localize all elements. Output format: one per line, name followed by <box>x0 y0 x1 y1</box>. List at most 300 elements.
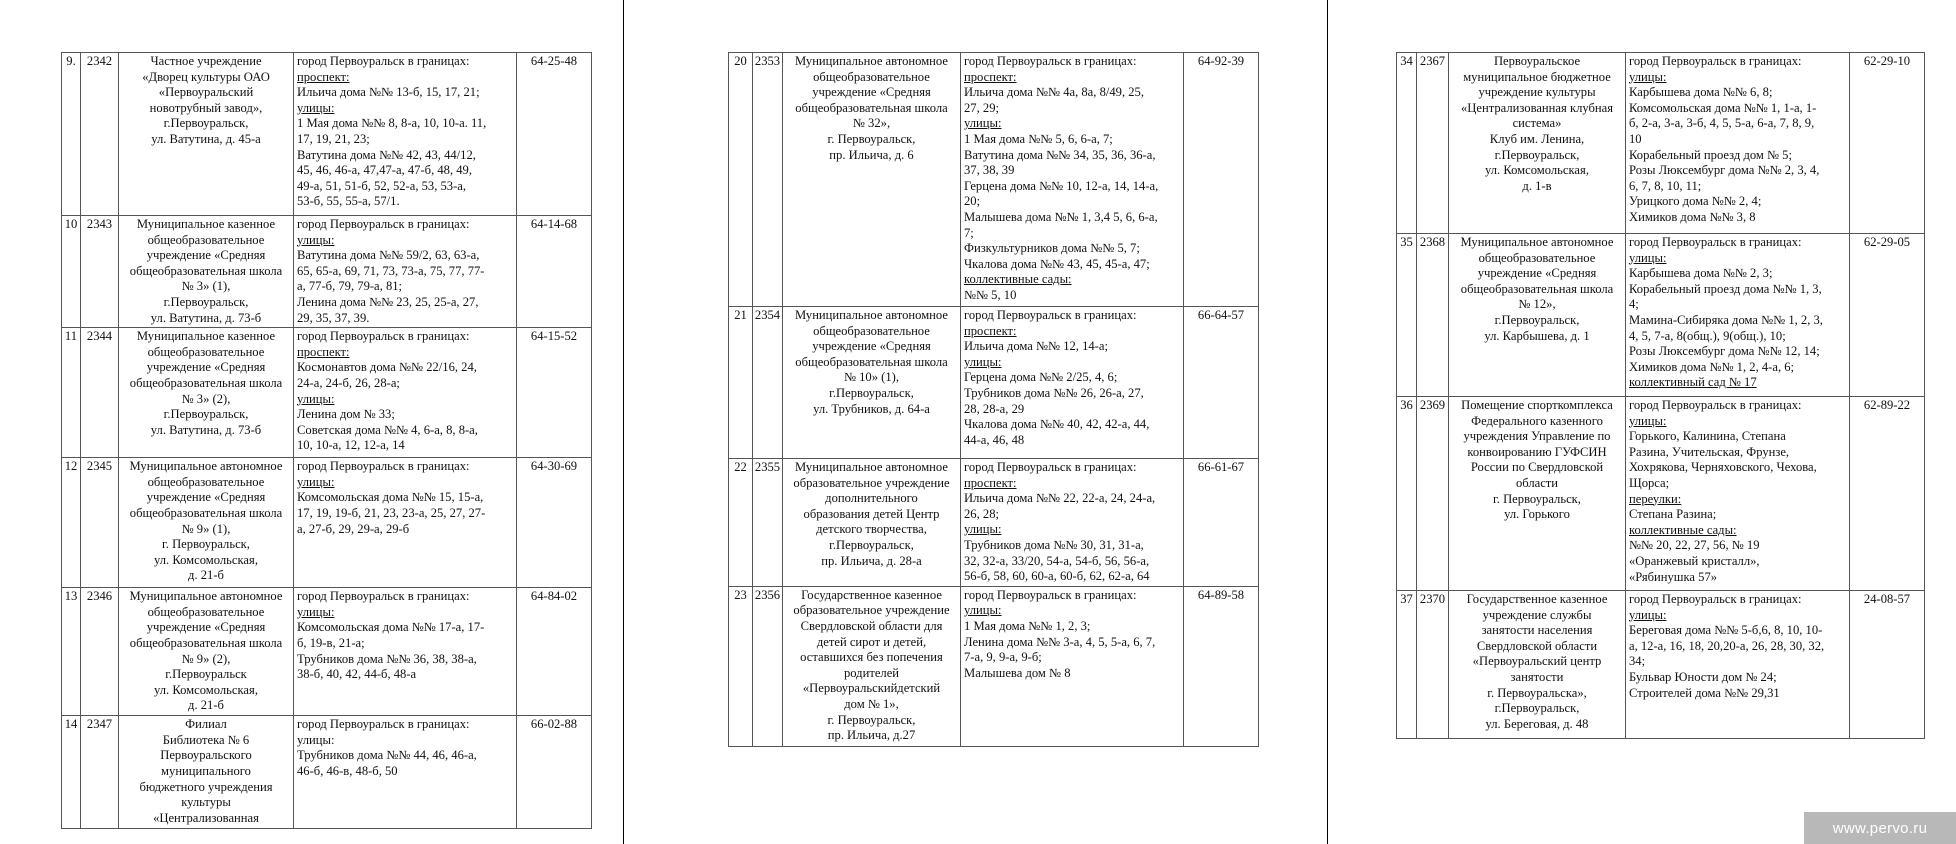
station-boundaries <box>1626 53 1850 234</box>
boundary-heading <box>964 522 1180 538</box>
boundary-heading <box>1629 251 1846 267</box>
name-line: общеобразовательное <box>813 69 930 84</box>
station-code: 2347 <box>81 716 119 829</box>
name-line: пр. Ильича, д.27 <box>827 728 916 743</box>
name-line: Муниципальное автономное <box>129 589 283 604</box>
row-number: 14 <box>62 716 81 829</box>
boundary-line: 1 Мая дома №№ 5, 6, 6-а, 7; <box>964 131 1113 146</box>
boundary-heading-text: улицы: <box>297 604 335 619</box>
name-line: общеобразовательная школа <box>129 375 283 390</box>
row-number: 22 <box>729 459 753 587</box>
station-phone: 64-14-68 <box>517 216 592 328</box>
name-line: Частное учреждение <box>150 54 262 68</box>
name-line: ул. Трубников, д. 64-а <box>813 401 930 416</box>
boundary-line: Трубников дома №№ 36, 38, 38-а, <box>297 651 477 666</box>
name-line: учреждение «Средняя <box>146 620 266 635</box>
name-line: г. Первоуральска», <box>1487 685 1587 700</box>
name-line: Муниципальное автономное <box>1460 235 1614 249</box>
name-line: учреждение «Средняя <box>812 85 931 100</box>
name-line: ул. Комсомольская, <box>154 682 258 697</box>
row-number: 21 <box>729 307 753 459</box>
boundary-line: Ильича дома №№ 13-б, 15, 17, 21; <box>297 85 480 100</box>
name-line: общеобразовательная школа <box>1460 281 1614 296</box>
station-name <box>783 459 961 587</box>
station-phone: 62-29-05 <box>1850 234 1925 397</box>
name-line: Библиотека № 6 <box>162 732 250 747</box>
station-boundaries <box>1626 591 1850 739</box>
boundary-line: Щорса; <box>1629 475 1670 490</box>
boundary-heading <box>964 476 1180 492</box>
station-code: 2345 <box>81 458 119 588</box>
boundary-line: а, 77-б, 79, 79-а, 81; <box>297 279 403 294</box>
boundary-heading-text: коллективный сад № 17 <box>1629 375 1757 390</box>
boundary-line: 53-б, 55, 55-а, 57/1. <box>297 194 400 209</box>
boundary-heading-text: улицы: <box>1629 69 1667 84</box>
name-line: Первоуральского <box>160 748 252 763</box>
boundary-line: Ильича дома №№ 4а, 8а, 8/49, 25, <box>964 85 1144 100</box>
page-3 <box>1396 52 1925 739</box>
boundary-line: Ленина дома №№ 23, 25, 25-а, 27, <box>297 294 479 309</box>
polling-stations-table <box>61 52 592 829</box>
name-line: г.Первоуральск, <box>829 537 914 552</box>
name-line: № 9» (2), <box>181 651 231 666</box>
station-name <box>119 458 294 588</box>
station-boundaries <box>294 588 517 716</box>
name-line: Муниципальное автономное <box>795 308 948 322</box>
row-number: 12 <box>62 458 81 588</box>
name-line: № 9» (1), <box>181 521 231 536</box>
station-boundaries <box>961 53 1184 307</box>
name-line: детского творчества, <box>816 522 927 537</box>
name-line: образовательное учреждение <box>793 475 950 490</box>
boundary-line: Ленина дом № 33; <box>297 407 395 422</box>
station-boundaries <box>961 307 1184 459</box>
table-row <box>1397 53 1925 234</box>
station-code: 2370 <box>1417 591 1449 739</box>
name-line: ул. Ватутина, д. 73-б <box>150 422 262 437</box>
name-line: учреждение службы <box>1482 607 1592 622</box>
name-line: Клуб им. Ленина, <box>1489 131 1585 146</box>
row-number: 10 <box>62 216 81 328</box>
name-line: ул. Ватутина, д. 73-б <box>150 310 262 325</box>
boundary-line: Герцена дома №№ 2/25, 4, 6; <box>964 370 1118 385</box>
boundary-line: город Первоуральск в границах: <box>1629 592 1802 606</box>
name-line: № 10» (1), <box>843 370 900 385</box>
boundary-line: город Первоуральск в границах: <box>297 329 470 344</box>
boundary-line: Комсомольская дома №№ 1, 1-а, 1- <box>1629 100 1817 115</box>
name-line: оставшихся без попечения <box>800 650 943 665</box>
station-phone: 64-84-02 <box>517 588 592 716</box>
boundary-line: «Рябинушка 57» <box>1629 569 1718 584</box>
name-line: детей сирот и детей, <box>816 634 927 649</box>
name-line: учреждение «Средняя <box>146 490 266 505</box>
boundary-line: 37, 38, 39 <box>964 163 1015 178</box>
boundary-line: Ватутина дома №№ 59/2, 63, 63-а, <box>297 248 480 263</box>
station-boundaries <box>294 53 517 216</box>
page-separator <box>623 0 624 844</box>
boundary-line: Малышева дома №№ 1, 3,4 5, 6, 6-а, <box>964 209 1158 224</box>
boundary-heading-text: проспект: <box>964 69 1017 84</box>
name-line: пр. Ильича, д. 28-а <box>821 553 922 568</box>
name-line: дополнительного <box>825 491 918 506</box>
name-line: Муниципальное казенное <box>136 217 276 231</box>
boundary-line: 46-б, 46-в, 48-б, 50 <box>297 763 398 778</box>
boundary-heading-text: коллективные сады: <box>964 272 1072 287</box>
boundary-heading-text: улицы: <box>964 603 1002 618</box>
boundary-line: 24-а, 24-б, 26, 28-а; <box>297 375 400 390</box>
boundary-line: 38-б, 40, 42, 44-б, 48-а <box>297 667 417 682</box>
boundary-line: Мамина-Сибиряка дома №№ 1, 2, 3, <box>1629 312 1823 327</box>
name-line: дом № 1», <box>844 696 899 711</box>
boundary-heading <box>964 116 1180 132</box>
boundary-line: город Первоуральск в границах: <box>297 459 470 474</box>
boundary-heading <box>297 392 513 408</box>
boundary-line: а, 27-б, 29, 29-а, 29-б <box>297 521 410 536</box>
name-line: ул. Карбышева, д. 1 <box>1484 328 1590 343</box>
name-line: общеобразовательная школа <box>795 100 948 115</box>
boundary-line: Корабельный проезд дом № 5; <box>1629 147 1792 162</box>
boundary-line: 27, 29; <box>964 100 999 115</box>
boundary-line: 29, 35, 37, 39. <box>297 310 370 325</box>
boundary-line: Малышева дом № 8 <box>964 665 1071 680</box>
boundary-heading <box>964 355 1180 371</box>
station-phone: 66-02-88 <box>517 716 592 829</box>
boundary-line: 7-а, 9, 9-а, 9-б; <box>964 650 1042 665</box>
name-line: образовательное учреждение <box>793 603 950 618</box>
boundary-line: Ильича дома №№ 12, 14-а; <box>964 339 1108 354</box>
boundary-heading <box>297 475 513 491</box>
boundary-line: 10 <box>1629 131 1642 146</box>
station-name <box>1449 591 1626 739</box>
boundary-heading-text: проспект: <box>297 344 350 359</box>
name-line: конвоированию ГУФСИН <box>1467 444 1607 459</box>
name-line: ул. Комсомольская, <box>1485 163 1589 178</box>
boundary-line: №№ 5, 10 <box>964 287 1017 302</box>
name-line: № 3» (1), <box>181 279 231 294</box>
name-line: Федерального казенного <box>1471 413 1603 428</box>
name-line: г.Первоуральск, <box>163 294 249 309</box>
station-name <box>1449 53 1626 234</box>
boundary-line: Комсомольская дома №№ 17-а, 17- <box>297 620 485 635</box>
station-name <box>119 328 294 458</box>
boundary-line: 4; <box>1629 297 1639 312</box>
site-watermark[interactable]: www.pervo.ru <box>1804 812 1956 844</box>
boundary-line: 20; <box>964 194 981 209</box>
boundary-heading-text: улицы: <box>964 522 1002 537</box>
name-line: ул. Комсомольская, <box>154 552 258 567</box>
name-line: № 3» (2), <box>181 391 231 406</box>
name-line: образования детей Центр <box>803 506 940 521</box>
boundary-line: Комсомольская дома №№ 15, 15-а, <box>297 490 484 505</box>
boundary-heading <box>1629 523 1846 539</box>
name-line: России по Свердловской <box>1470 460 1604 475</box>
table-row <box>62 458 592 588</box>
station-code: 2344 <box>81 328 119 458</box>
station-name <box>1449 234 1626 397</box>
boundary-line: 17, 19, 21, 23; <box>297 131 370 146</box>
station-boundaries <box>294 216 517 328</box>
name-line: Филиал <box>185 717 227 732</box>
boundary-line: 4, 5, 7-а, 8(общ.), 9(общ.), 10; <box>1629 328 1786 343</box>
boundary-heading-text: улицы: <box>964 116 1002 131</box>
row-number: 20 <box>729 53 753 307</box>
name-line: г.Первоуральск, <box>163 407 249 422</box>
boundary-line: Ватутина дома №№ 34, 35, 36, 36-а, <box>964 147 1156 162</box>
row-number: 23 <box>729 586 753 746</box>
boundary-line: город Первоуральск в границах: <box>964 308 1137 322</box>
name-line: Свердловской области для <box>800 618 943 633</box>
table-row <box>62 53 592 216</box>
boundary-line: №№ 20, 22, 27, 56, № 19 <box>1629 538 1760 553</box>
station-code: 2342 <box>81 53 119 216</box>
name-line: учреждение «Средняя <box>1477 266 1597 281</box>
name-line: Государственное казенное <box>801 587 942 602</box>
boundary-heading <box>1629 608 1846 624</box>
boundary-line: 56-б, 58, 60, 60-а, 60-б, 62, 62-а, 64 <box>964 569 1150 584</box>
row-number: 35 <box>1397 234 1417 397</box>
boundary-line: город Первоуральск в границах: <box>297 589 470 604</box>
boundary-heading-text: улицы: <box>1629 413 1667 428</box>
table-row <box>729 53 1259 307</box>
name-line: «Первоуральский центр <box>1472 654 1602 669</box>
name-line: общеобразовательное <box>147 232 265 247</box>
station-name <box>119 716 294 829</box>
boundary-line: город Первоуральск в границах: <box>297 217 470 231</box>
boundary-line: Ильича дома №№ 22, 22-а, 24, 24-а, <box>964 491 1156 506</box>
boundary-heading <box>964 603 1180 619</box>
name-line: «Первоуральский <box>158 85 254 100</box>
station-boundaries <box>1626 397 1850 591</box>
station-phone: 24-08-57 <box>1850 591 1925 739</box>
boundary-line: город Первоуральск в границах: <box>1629 398 1802 412</box>
station-code: 2368 <box>1417 234 1449 397</box>
name-line: учреждение «Средняя <box>146 248 266 263</box>
name-line: Государственное казенное <box>1466 592 1608 606</box>
boundary-heading-text: улицы: <box>964 354 1002 369</box>
boundary-heading-text: улицы: <box>1629 250 1667 265</box>
row-number: 37 <box>1397 591 1417 739</box>
boundary-line: а, 12-а, 16, 18, 20,20-а, 26, 28, 30, 32, <box>1629 638 1825 653</box>
name-line: «Централизованная <box>153 810 259 825</box>
name-line: № 32», <box>852 116 891 131</box>
boundary-line: Степана Разина; <box>1629 507 1717 522</box>
boundary-heading-text: улицы: <box>1629 607 1667 622</box>
station-boundaries <box>294 458 517 588</box>
name-line: Свердловской области <box>1476 638 1598 653</box>
name-line: Первоуральское <box>1493 54 1581 68</box>
station-name <box>783 586 961 746</box>
boundary-line: Горького, Калинина, Степана <box>1629 429 1786 444</box>
name-line: ул. Горького <box>1504 507 1570 522</box>
station-phone: 66-61-67 <box>1184 459 1259 587</box>
name-line: бюджетного учреждения <box>139 779 273 794</box>
boundary-heading <box>1629 375 1846 391</box>
boundary-line: Чкалова дома №№ 43, 45, 45-а, 47; <box>964 256 1150 271</box>
name-line: д. 21-б <box>188 568 224 583</box>
boundary-heading-text: улицы: <box>297 391 335 406</box>
name-line: «Дворец культуры ОАО <box>142 69 270 84</box>
boundary-line: 26, 28; <box>964 506 999 521</box>
boundary-line: Физкультурников дома №№ 5, 7; <box>964 241 1140 256</box>
table-row <box>62 588 592 716</box>
table-row <box>1397 397 1925 591</box>
boundary-line: Карбышева дома №№ 2, 3; <box>1629 266 1773 281</box>
name-line: д. 1-в <box>1522 178 1552 193</box>
name-line: общеобразовательная школа <box>129 263 283 278</box>
boundary-heading-text: коллективные сады: <box>1629 522 1737 537</box>
boundary-line: 49-а, 51, 51-б, 52, 52-а, 53, 53-а, <box>297 178 467 193</box>
boundary-line: 32, 32-а, 33/20, 54-а, 54-б, 56, 56-а, <box>964 553 1150 568</box>
station-phone: 64-89-58 <box>1184 586 1259 746</box>
station-name <box>1449 397 1626 591</box>
boundary-line: Береговая дома №№ 5-б,6, 8, 10, 10- <box>1629 623 1823 638</box>
boundary-heading <box>964 272 1180 288</box>
name-line: общеобразовательное <box>147 604 265 619</box>
page-separator <box>1327 0 1328 844</box>
table-row <box>62 328 592 458</box>
name-line: г.Первоуральск <box>165 667 247 682</box>
name-line: г.Первоуральск, <box>829 385 914 400</box>
boundary-line: 44-а, 46, 48 <box>964 432 1025 447</box>
name-line: г. Первоуральск, <box>827 131 916 146</box>
name-line: новотрубный завод», <box>149 100 263 115</box>
boundary-heading-text: проспект: <box>964 475 1017 490</box>
polling-stations-table <box>728 52 1259 747</box>
boundary-line: город Первоуральск в границах: <box>297 54 470 68</box>
boundary-heading-text: переулки: <box>1629 491 1682 506</box>
boundary-line: 34; <box>1629 654 1646 669</box>
boundary-line: Урицкого дома №№ 2, 4; <box>1629 194 1762 209</box>
name-line: д. 21-б <box>188 698 224 713</box>
name-line: г.Первоуральск, <box>1494 701 1580 716</box>
boundary-heading <box>1629 70 1846 86</box>
station-code: 2343 <box>81 216 119 328</box>
name-line: г. Первоуральск, <box>1493 491 1581 506</box>
boundary-line: Карбышева дома №№ 6, 8; <box>1629 85 1773 100</box>
station-phone: 64-30-69 <box>517 458 592 588</box>
station-name <box>119 588 294 716</box>
station-phone: 64-25-48 <box>517 53 592 216</box>
name-line: Муниципальное казенное <box>136 329 276 344</box>
boundary-line: Хохрякова, Черняховского, Чехова, <box>1629 460 1817 475</box>
boundary-line: «Оранжевый кристалл», <box>1629 553 1760 568</box>
name-line: родителей <box>843 665 900 680</box>
name-line: области <box>1515 475 1559 490</box>
station-phone: 62-89-22 <box>1850 397 1925 591</box>
boundary-line: Розы Люксембург дома №№ 2, 3, 4, <box>1629 163 1820 178</box>
name-line: учреждение «Средняя <box>146 360 266 375</box>
name-line: ул. Ватутина, д. 45-а <box>151 131 261 146</box>
boundary-line: 28, 28-а, 29 <box>964 401 1025 416</box>
name-line: г.Первоуральск, <box>1494 147 1580 162</box>
boundary-line: Трубников дома №№ 30, 31, 31-а, <box>964 537 1144 552</box>
station-boundaries <box>961 586 1184 746</box>
name-line: № 12», <box>1518 297 1556 312</box>
boundary-line: Трубников дома №№ 26, 26-а, 27, <box>964 385 1144 400</box>
name-line: общеобразовательное <box>147 344 265 359</box>
name-line: г. Первоуральск, <box>162 537 250 552</box>
boundary-heading <box>1629 414 1846 430</box>
station-boundaries <box>1626 234 1850 397</box>
boundary-line: город Первоуральск в границах: <box>964 587 1137 602</box>
polling-stations-table <box>1396 52 1925 739</box>
boundary-line: Космонавтов дома №№ 22/16, 24, <box>297 360 477 375</box>
boundary-line: Трубников дома №№ 44, 46, 46-а, <box>297 748 477 763</box>
table-row <box>62 216 592 328</box>
boundary-line: город Первоуральск в границах: <box>1629 235 1802 249</box>
name-line: Муниципальное автономное <box>795 54 948 68</box>
station-name <box>783 307 961 459</box>
boundary-line: Ленина дома №№ 3-а, 4, 5, 5-а, 6, 7, <box>964 634 1156 649</box>
name-line: пр. Ильича, д. 6 <box>829 147 914 162</box>
table-row <box>729 307 1259 459</box>
boundary-line: Чкалова дома №№ 40, 42, 42-а, 44, <box>964 417 1150 432</box>
boundary-heading <box>297 345 513 361</box>
row-number: 13 <box>62 588 81 716</box>
name-line: система» <box>1512 116 1562 131</box>
station-phone: 62-29-10 <box>1850 53 1925 234</box>
boundary-line: 10, 10-а, 12, 12-а, 14 <box>297 438 405 453</box>
boundary-line: город Первоуральск в границах: <box>1629 54 1802 68</box>
table-row <box>1397 234 1925 397</box>
boundary-heading-text: проспект: <box>297 69 350 84</box>
table-row <box>1397 591 1925 739</box>
name-line: общеобразовательное <box>813 323 930 338</box>
name-line: Муниципальное автономное <box>129 459 283 474</box>
name-line: г.Первоуральск, <box>163 116 249 131</box>
boundary-heading <box>964 324 1180 340</box>
boundary-line: Советская дома №№ 4, 6-а, 8, 8-а, <box>297 422 478 437</box>
boundary-line: Разина, Учительская, Фрунзе, <box>1629 444 1790 459</box>
name-line: ул. Береговая, д. 48 <box>1485 716 1589 731</box>
boundary-heading <box>1629 492 1846 508</box>
boundary-heading <box>297 605 513 621</box>
station-boundaries <box>294 328 517 458</box>
name-line: занятости населения <box>1481 623 1593 638</box>
name-line: учреждение культуры <box>1478 85 1596 100</box>
page-2 <box>728 52 1259 747</box>
name-line: «Централизованная клубная <box>1460 100 1614 115</box>
station-boundaries <box>294 716 517 829</box>
boundary-line: Ватутина дома №№ 42, 43, 44/12, <box>297 147 476 162</box>
station-name <box>119 216 294 328</box>
boundary-line: 1 Мая дома №№ 8, 8-а, 10, 10-а. 11, <box>297 116 487 131</box>
boundary-line: город Первоуральск в границах: <box>297 717 470 732</box>
row-number: 9. <box>62 53 81 216</box>
boundary-line: 6, 7, 8, 10, 11; <box>1629 178 1702 193</box>
name-line: г.Первоуральск, <box>1494 312 1580 327</box>
name-line: Муниципальное автономное <box>795 460 948 474</box>
name-line: общеобразовательная школа <box>129 635 283 650</box>
boundary-heading-text: улицы: <box>297 474 335 489</box>
boundary-line: Химиков дома №№ 3, 8 <box>1629 209 1756 224</box>
name-line: г. Первоуральск, <box>827 712 916 727</box>
station-code: 2367 <box>1417 53 1449 234</box>
name-line: муниципального <box>161 763 251 778</box>
station-code: 2355 <box>753 459 783 587</box>
station-boundaries <box>961 459 1184 587</box>
boundary-heading-text: улицы: <box>297 100 335 115</box>
name-line: общеобразовательная школа <box>795 354 948 369</box>
boundary-heading <box>297 70 513 86</box>
station-phone: 64-15-52 <box>517 328 592 458</box>
boundary-line: город Первоуральск в границах: <box>964 460 1137 474</box>
station-code: 2346 <box>81 588 119 716</box>
station-code: 2369 <box>1417 397 1449 591</box>
boundary-heading <box>297 233 513 249</box>
name-line: культуры <box>181 795 231 810</box>
station-code: 2353 <box>753 53 783 307</box>
